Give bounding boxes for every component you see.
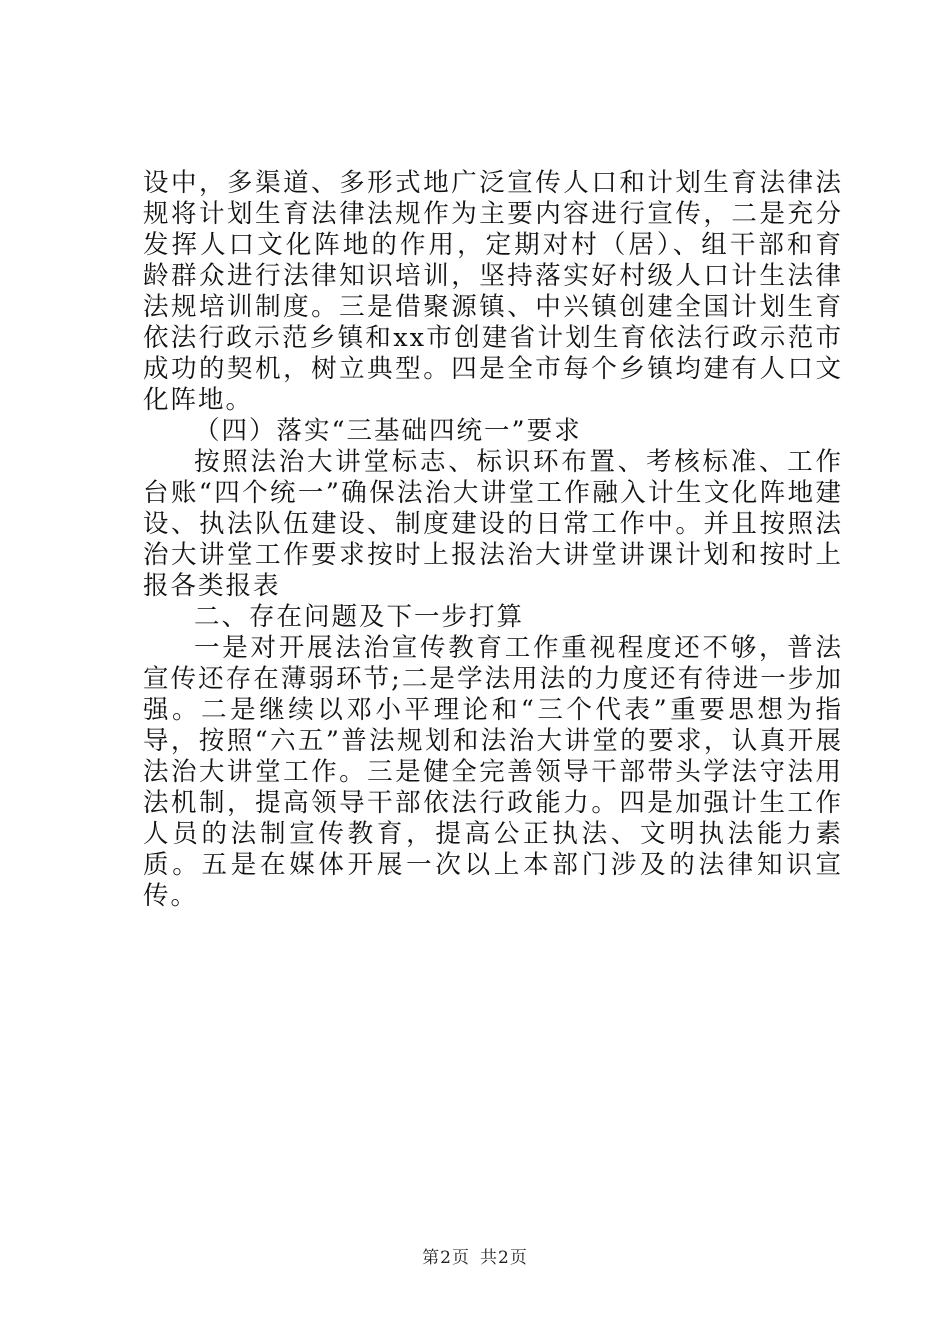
page-number: 第2页 xyxy=(422,1248,470,1268)
subheading-four: （四）落实“三基础四统一”要求 xyxy=(194,416,582,446)
page-footer xyxy=(0,1243,950,1268)
paragraph-continued: 设中，多渠道、多形式地广泛宣传人口和计划生育法律法规将计划生育法律法规作为主要内容进行宣传，二是充分发挥人口文化阵地的作用，定期对村（居）、组干部和育龄群众进行法律知识培训，坚持落实好村级人口计生法律法规培训制度。三是借聚源镇、中兴镇创建全国计划生育依法行政示范乡镇和xx市创建省计划生育依法行政示范市成功的契机，树立典型。四是全市每个乡镇均建有人口文化阵地。 xyxy=(143,168,843,415)
paragraph-problems: 一是对开展法治宣传教育工作重视程度还不够，普法宣传还存在薄弱环节;二是学法用法的力度还有待进一步加强。二是继续以邓小平理论和“三个代表”重要思想为指导，按照“六五”普法规划和法治大讲堂的要求，认真开展法治大讲堂工作。三是健全完善领导干部带头学法守法用法机制，提高领导干部依法行政能力。四是加强计生工作人员的法制宣传教育，提高公正执法、文明执法能力素质。五是在媒体开展一次以上本部门涉及的法律知识宣传。 xyxy=(143,633,843,911)
page-total: 共2页 xyxy=(480,1248,528,1268)
paragraph-requirements: 按照法治大讲堂标志、标识环布置、考核标准、工作台账“四个统一”确保法治大讲堂工作融入计生文化阵地建设、执法队伍建设、制度建设的日常工作中。并且按照法治大讲堂工作要求按时上报法治大讲堂讲课计划和按时上报各类报表 xyxy=(143,447,843,601)
section-heading-problems: 二、存在问题及下一步打算 xyxy=(194,602,525,632)
document-body xyxy=(143,168,843,912)
